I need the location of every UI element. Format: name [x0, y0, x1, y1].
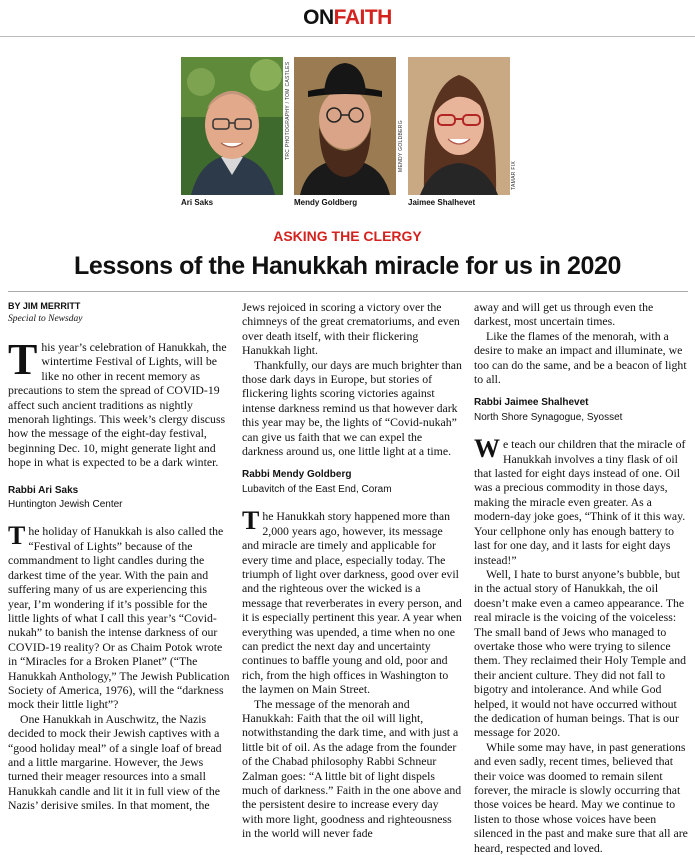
- shalhevet-paragraph-2: Well, I hate to burst anyone’s bubble, but in the actual story of Hanukkah, the oil doesn’t make even a cameo appearance. The real miracle is the voicing of the voiceless: The small band of Jews who managed to overtake those who were trying to silence them. They reclaimed their Holy Temple and their ancient culture. They did not fall to bigotry and intolerance. And while God helped, it would not have occurred without the dedication of human beings. That is our message for 2020.: [474, 566, 686, 740]
- author-name-goldberg: Rabbi Mendy Goldberg: [242, 469, 352, 481]
- author-name-shalhevet: Rabbi Jaimee Shalhevet: [474, 397, 589, 409]
- header-divider: [0, 36, 695, 37]
- intro-drop-cap: T: [8, 335, 38, 384]
- photo-ari-saks: [181, 57, 283, 195]
- goldberg-drop-cap: T: [242, 506, 260, 536]
- column-1: [8, 335, 230, 813]
- photo-credit-1: TRC PHOTOGRAPHY / TOM CASTLES: [285, 61, 291, 160]
- shalhevet-paragraph-1: [474, 434, 688, 567]
- section-header-on: ON: [303, 6, 334, 29]
- goldberg-paragraph-2: The message of the menorah and Hanukkah: Faith that the oil will light, notwithstanding the dark time, and with just a little bit of oil. As the adage from the founder of the Chabad philosophy Rabbi Schneur Zalman goes: “A little bit of light dispels much of darkness.” Faith in the one above and the persistent desire to increase every day with more light, goodness and righteousness in the world will never fade: [242, 696, 462, 841]
- shalhevet-paragraph-3: While some may have, in past generations and even sadly, recent times, believed that their voice was doomed to remain silent forever, the miracle is slowly occurring that those voices be heard. May we continue to listen to those whose voices have been silenced in the past and make sure that all are heard, respected and loved.: [474, 739, 688, 855]
- shalhevet-drop-cap: W: [474, 434, 500, 464]
- headline-rule: [8, 291, 688, 292]
- saks-paragraph-4: Thankfully, our days are much brighter than those dark days in Europe, but stories of flickering lights scoring victories against intense darkness remind us that however dark this year may be, the lights of “Covid-nukah” can give us faith that we can expel the darkness around us, one little light at a time.: [242, 357, 462, 459]
- photo-credit-3: TAMAR FIX: [511, 161, 517, 190]
- intro-text: his year’s celebration of Hanukkah, the wintertime Festival of Lights, will be like no other in recent memory as precautions to stem the spread of COVID-19 affect such ancient traditions as nightly menorah lightings. This week’s clergy discuss how the message of the eight-day festival, beginning Dec. 10, might generate light and hope in what is expected to be a dark winter.: [8, 340, 227, 470]
- author-affiliation-saks: Huntington Jewish Center: [8, 499, 123, 511]
- goldberg-paragraph-3: away and will get us through even the darkest, most uncertain times.: [474, 300, 654, 329]
- caption-mendy-goldberg: Mendy Goldberg: [294, 198, 358, 207]
- photo-credit-2: MENDY GOLDBERG: [398, 120, 404, 172]
- kicker: ASKING THE CLERGY: [273, 228, 422, 244]
- saks-paragraph-3: Jews rejoiced in scoring a victory over the chimneys of the great crematoriums, and even over death itself, with their flickering Hanukkah light.: [242, 300, 460, 358]
- author-name-saks: Rabbi Ari Saks: [8, 484, 79, 496]
- saks-text-1: he holiday of Hanukkah is also called the “Festival of Lights” because of the commandment to light candles during the darkest time of the year. With the pain and suffering many of us are experiencing this year, I’m wondering if it’s possible for the little lights of what I call this year’s “Covid-nukah” to banish the intense darkness of our COVID-19 reality? Or as Chaim Potok wrote in “Miracles for a Broken Planet” (“The Hanukkah Anthology,” The Jewish Publication Society of America, 1976), will the “darkness mock their little light”?: [8, 524, 230, 712]
- section-header: [0, 6, 695, 30]
- goldberg-paragraph-4: Like the flames of the menorah, with a desire to make an impact and illuminate, we too can do the same, and be a beacon of light to all.: [474, 328, 687, 387]
- saks-drop-cap: T: [8, 521, 26, 551]
- shalhevet-text-1: e teach our children that the miracle of Hanukkah involves a tiny flask of oil that lasted for eight days instead of one. Oil was a precious commodity in those days, making the miracle even greater. As a modern-day joke goes, “Think of it this way. Your cellphone only has enough battery to last for one day, and it lasts for eight days instead!”: [474, 437, 686, 567]
- caption-jaimee-shalhevet: Jaimee Shalhevet: [408, 198, 476, 207]
- byline-source: Special to Newsday: [8, 314, 83, 324]
- photo-jaimee-shalhevet: [408, 57, 510, 195]
- photo-mendy-goldberg: [294, 57, 396, 195]
- headline: Lessons of the Hanukkah miracle for us in 2020: [73, 252, 622, 280]
- author-affiliation-shalhevet: North Shore Synagogue, Syosset: [474, 411, 623, 423]
- goldberg-text-1: he Hanukkah story happened more than 2,000 years ago, however, its message and miracle are timely and applicable for every time and place, especially today. The triumph of light over darkness, good over evil and the righteous over the wicked is a message that reverberates in every person, and it is especially pertinent this year. A year when everything was upended, a time when no one can predict the next day and uncertainty continues to baffle young and old, poor and rich, from the high offices in Washington to the laymen on Main Street.: [242, 509, 462, 697]
- goldberg-paragraph-1: [242, 506, 462, 697]
- author-affiliation-goldberg: Lubavitch of the East End, Coram: [242, 483, 392, 495]
- section-header-faith: FAITH: [333, 6, 392, 29]
- saks-paragraph-1: [8, 521, 230, 712]
- saks-paragraph-2: One Hanukkah in Auschwitz, the Nazis decided to mock their Jewish captives with a “good holiday meal” of a single loaf of bread and a little margarine. However, the Jews turned their meager resources into a small Hanukkah candle and lit it in full view of the Nazis’ derisive smiles. In that moment, the: [8, 711, 222, 813]
- byline: BY JIM MERRITT: [8, 301, 81, 311]
- intro-paragraph: [8, 335, 230, 470]
- column-3: [474, 300, 688, 855]
- caption-ari-saks: Ari Saks: [181, 198, 214, 207]
- column-2: [242, 300, 462, 841]
